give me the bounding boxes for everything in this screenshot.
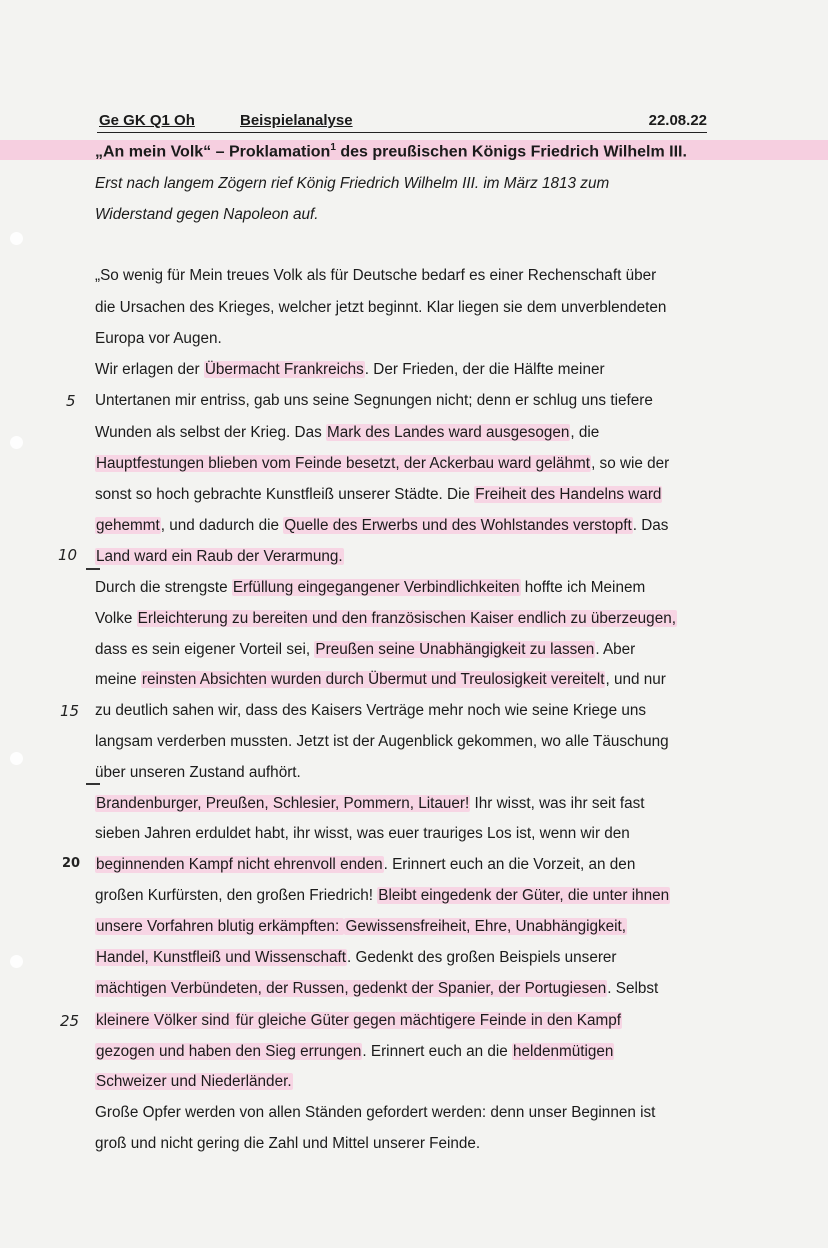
text-span: . Selbst	[607, 980, 659, 997]
text-span: Volke	[95, 610, 137, 627]
punch-hole	[10, 752, 23, 765]
text-line: Europa vor Augen.	[95, 330, 222, 347]
doc-type-label: Beispielanalyse	[240, 112, 353, 129]
text-line	[95, 1072, 293, 1092]
text-span: Wir erlagen der	[95, 361, 204, 378]
highlight-span: Brandenburger, Preußen, Schlesier, Pommern, Litauer!	[96, 795, 470, 812]
text-line	[95, 423, 599, 443]
intro-line-2: Widerstand gegen Napoleon auf.	[95, 206, 319, 223]
text-span: Ihr wisst, was ihr seit fast	[470, 795, 645, 812]
highlight-span: Bleibt eingedenk der Güter, die unter ihnen	[378, 887, 670, 904]
text-line: zu deutlich sahen wir, dass des Kaisers Verträge mehr noch wie seine Kriege uns	[95, 702, 646, 719]
text-line	[95, 979, 658, 999]
highlight-span: Land ward ein Raub der Verarmung.	[96, 548, 343, 565]
text-span: , und nur	[605, 671, 666, 688]
text-line	[95, 609, 677, 629]
punch-hole	[10, 232, 23, 245]
text-line	[95, 454, 669, 474]
document-header	[97, 112, 707, 133]
text-span: hoffte ich Meinem	[520, 579, 646, 596]
section-mark	[86, 568, 100, 570]
text-span: sonst so hoch gebrachte Kunstfleiß unserer Städte. Die	[95, 486, 475, 503]
text-line: die Ursachen des Krieges, welcher jetzt beginnt. Klar liegen sie dem unverblendeten	[95, 299, 667, 316]
highlight-span: Gewissensfreiheit, Ehre, Unabhängigkeit,	[345, 918, 627, 935]
text-line	[95, 1011, 622, 1031]
text-line	[95, 1042, 614, 1062]
footnote-marker: 1	[330, 142, 336, 153]
text-line: langsam verderben mussten. Jetzt ist der Augenblick gekommen, wo alle Täuschung	[95, 733, 669, 750]
text-span: . Das	[632, 517, 669, 534]
course-label: Ge GK Q1 Oh	[99, 112, 195, 129]
text-span: . Aber	[595, 641, 636, 658]
text-span: , und dadurch die	[160, 517, 284, 534]
highlight-span: Übermacht Frankreichs	[204, 361, 364, 378]
text-line: groß und nicht gering die Zahl und Mittel unserer Feinde.	[95, 1135, 481, 1152]
date-label: 22.08.22	[648, 112, 707, 129]
punch-hole	[10, 436, 23, 449]
line-number-15: 15	[60, 702, 80, 720]
text-span: Wunden als selbst der Krieg. Das	[95, 424, 326, 441]
text-span: . Erinnert euch an die	[362, 1043, 513, 1060]
text-line: über unseren Zustand aufhört.	[95, 764, 301, 781]
text-span: dass es sein eigener Vorteil sei,	[95, 641, 315, 658]
text-line	[95, 670, 666, 690]
highlight-span: mächtigen Verbündeten, der Russen, gedenkt der Spanier, der Portugiesen	[96, 980, 607, 997]
text-line	[95, 855, 635, 875]
highlight-span: Freiheit des Handelns ward	[475, 486, 662, 503]
line-number-10: 10	[58, 546, 78, 564]
text-span: , die	[570, 424, 600, 441]
intro-line-1: Erst nach langem Zögern rief König Friedrich Wilhelm III. im März 1813 zum	[95, 175, 610, 192]
title-rest: des preußischen Königs Friedrich Wilhelm III.	[335, 143, 687, 161]
text-line	[95, 516, 668, 536]
document-title	[95, 142, 687, 161]
highlight-span: Erfüllung eingegangener Verbindlichkeiten	[232, 579, 520, 596]
title-main: „An mein Volk“ – Proklamation	[95, 143, 331, 161]
text-line	[95, 578, 645, 598]
highlight-span: unsere Vorfahren blutig erkämpften:	[96, 918, 344, 935]
text-line	[95, 948, 617, 968]
text-span: . Gedenkt des großen Beispiels unserer	[346, 949, 617, 966]
highlight-span: Handel, Kunstfleiß und Wissenschaft	[96, 949, 346, 966]
highlight-span: gehemmt	[96, 517, 160, 534]
line-number-20: 20	[62, 856, 81, 871]
text-span: , so wie der	[591, 455, 670, 472]
text-line	[95, 640, 635, 660]
highlight-span: Erleichterung zu bereiten und den französischen Kaiser endlich zu überzeugen,	[137, 610, 676, 627]
highlight-span: heldenmütigen	[513, 1043, 614, 1060]
text-line	[95, 917, 627, 937]
text-line	[95, 547, 344, 567]
text-line: Große Opfer werden von allen Ständen gefordert werden: denn unser Beginnen ist	[95, 1104, 656, 1121]
text-line: Untertanen mir entriss, gab uns seine Segnungen nicht; denn er schlug uns tiefere	[95, 392, 653, 409]
line-number-25: 25	[60, 1012, 80, 1030]
text-line	[95, 886, 670, 906]
text-line	[95, 794, 645, 814]
highlight-span: Preußen seine Unabhängigkeit zu lassen	[315, 641, 595, 658]
highlight-span: Mark des Landes ward ausgesogen	[327, 424, 570, 441]
highlight-span: kleinere Völker sind	[96, 1012, 234, 1029]
text-span: großen Kurfürsten, den großen Friedrich!	[95, 887, 378, 904]
text-span: . Der Frieden, der die Hälfte meiner	[364, 361, 605, 378]
text-line	[95, 360, 605, 380]
section-mark	[86, 783, 100, 785]
line-number-5: 5	[66, 392, 76, 410]
highlight-span: für gleiche Güter gegen mächtigere Feinde in den Kampf	[235, 1012, 621, 1029]
text-line: „So wenig für Mein treues Volk als für Deutsche bedarf es einer Rechenschaft über	[95, 267, 657, 284]
highlight-span: Schweizer und Niederländer.	[96, 1073, 292, 1090]
text-line: sieben Jahren erduldet habt, ihr wisst, was euer trauriges Los ist, wenn wir den	[95, 825, 630, 842]
text-span: . Erinnert euch an die Vorzeit, an den	[383, 856, 636, 873]
text-span: meine	[95, 671, 141, 688]
text-span: Durch die strengste	[95, 579, 232, 596]
highlight-span: gezogen und haben den Sieg errungen	[96, 1043, 362, 1060]
highlight-span: Hauptfestungen blieben vom Feinde besetzt, der Ackerbau ward gelähmt	[96, 455, 591, 472]
punch-hole	[10, 955, 23, 968]
highlight-span: beginnenden Kampf nicht ehrenvoll enden	[96, 856, 383, 873]
highlight-span: reinsten Absichten wurden durch Übermut und Treulosigkeit vereitelt	[141, 671, 605, 688]
text-line	[95, 485, 662, 505]
highlight-span: Quelle des Erwerbs und des Wohlstandes verstopft	[284, 517, 632, 534]
